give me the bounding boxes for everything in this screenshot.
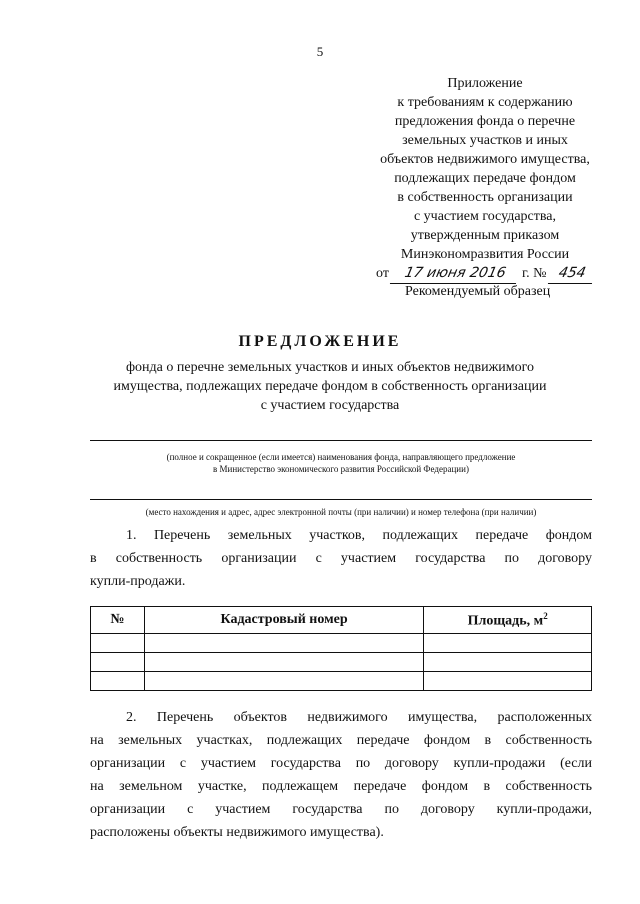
col-header-area [424,607,592,634]
appendix-line: предложения фонда о перечне [394,114,576,129]
appendix-line: к требованиям к содержанию [397,95,573,110]
subtitle-line: имущества, подлежащих передаче фондом в собственность организации [113,379,547,394]
fund-name-caption [90,451,592,475]
appendix-line: утвержденным приказом [410,228,560,243]
table-cell[interactable] [424,634,592,653]
handwritten-order-number: 454 [548,264,596,284]
appendix-line: Приложение [447,76,523,91]
appendix-line: объектов недвижимого имущества, [380,152,590,167]
paragraph-2 [90,706,592,844]
table-cell[interactable] [91,672,145,691]
fund-name-field-line [90,440,592,441]
col-header-cadastral: Кадастровый номер [144,607,423,634]
paragraph-line: 1. Перечень земельных участков, подлежащих передаче фондом [126,528,592,543]
order-date-line [355,264,615,284]
paragraph-line: на земельном участке, подлежащем передаче фондом в собственность [90,779,592,794]
table-cell[interactable] [91,653,145,672]
caption-line: (полное и сокращенное (если имеется) наименования фонда, направляющего предложение [166,452,516,462]
table-cell[interactable] [424,653,592,672]
paragraph-1 [90,524,592,593]
table-cell[interactable] [91,634,145,653]
appendix-line: земельных участков и иных [402,133,568,148]
area-label: Площадь, м [467,613,544,629]
table-row [91,653,592,672]
date-prefix: от [376,266,389,281]
land-plots-table [90,606,592,691]
appendix-line: Минэкономразвития России [400,247,570,262]
address-field-line [90,499,592,500]
number-prefix: г. № [521,266,547,281]
caption-line: в Министерство экономического развития Российской Федерации) [213,464,469,474]
page-number: 5 [316,44,324,59]
appendix-line: с участием государства, [413,209,557,224]
area-unit-exponent: 2 [543,610,548,621]
table-cell[interactable] [144,634,423,653]
paragraph-line: организации с участием государства по договору купли-продажи (если [90,756,592,771]
table-header-row [91,607,592,634]
appendix-line: подлежащих передаче фондом [394,171,576,186]
paragraph-line: организации с участием государства по договору купли-продажи, [90,802,592,817]
table-cell[interactable] [144,672,423,691]
document-subtitle [80,358,580,415]
document-title: ПРЕДЛОЖЕНИЕ [238,333,402,350]
paragraph-line: купли-продажи. [90,574,186,589]
appendix-line: в собственность организации [397,190,573,205]
address-caption: (место нахождения и адрес, адрес электронной почты (при наличии) и номер телефона (при наличии) [145,507,537,517]
subtitle-line: фонда о перечне земельных участков и иных объектов недвижимого [125,360,535,375]
appendix-block [355,74,615,284]
table-cell[interactable] [424,672,592,691]
paragraph-line: расположены объекты недвижимого имущества). [90,825,384,840]
col-header-number: № [91,607,145,634]
paragraph-line: на земельных участках, подлежащих передаче фондом в собственность [90,733,592,748]
paragraph-line: 2. Перечень объектов недвижимого имущества, расположенных [126,710,592,725]
recommended-sample-label: Рекомендуемый образец [405,284,551,299]
handwritten-date: 17 июня 2016 [390,264,520,284]
paragraph-line: в собственность организации с участием государства по договору [90,551,592,566]
table-row [91,672,592,691]
subtitle-line: с участием государства [260,398,400,413]
table-row [91,634,592,653]
table-cell[interactable] [144,653,423,672]
